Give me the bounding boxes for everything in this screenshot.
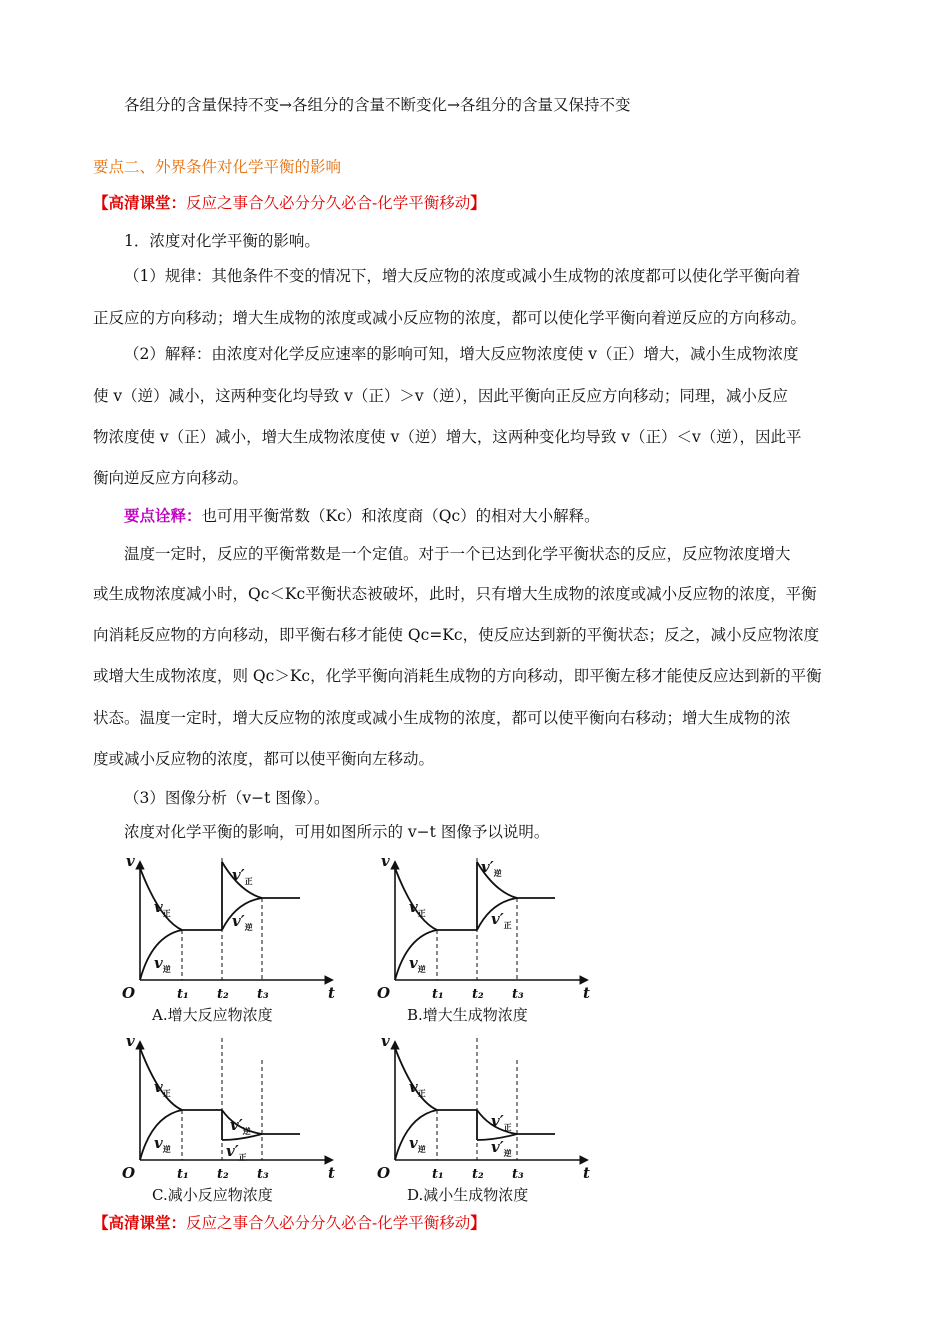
- explain-line-1: （2）解释：由浓度对化学反应速率的影响可知，增大反应物浓度使 v（正）增大，减小生成物浓度: [124, 345, 799, 363]
- rule-text-1: 其他条件不变的情况下，增大反应物的浓度或减小生成物的浓度都可以使化学平衡向着: [211, 267, 801, 285]
- label-vp-fwd: $v'_正$: [491, 910, 512, 930]
- label-v-rev: $v_逆$: [154, 1134, 171, 1154]
- caption-a: A.增大反应物浓度: [152, 1006, 273, 1024]
- label-vp-rev: $v'_逆$: [230, 1116, 251, 1136]
- rule-line-1: [124, 266, 800, 286]
- label-v-fwd: $v_正$: [409, 898, 426, 918]
- item3-desc: 浓度对化学平衡的影响，可用如图所示的 v−t 图像予以说明。: [124, 823, 550, 841]
- para-line-2: 或生成物浓度减小时，Qc＜Kc平衡状态被破坏，此时，只有增大生成物的浓度或减小反应物的浓度，平衡: [93, 585, 817, 603]
- t3-label: t₃: [512, 1167, 524, 1182]
- video-link-2-title[interactable]: 反应之事合久必分分久必合-化学平衡移动: [186, 1214, 471, 1232]
- axis-v-label: v: [381, 1032, 390, 1050]
- t2-label: t₂: [217, 1167, 229, 1182]
- origin-label: O: [122, 1164, 136, 1182]
- axis-v-label: v: [126, 852, 135, 870]
- label-vp-fwd: $v'_正$: [226, 1142, 247, 1162]
- para-line-5: 状态。温度一定时，增大反应物的浓度或减小生成物的浓度，都可以使平衡向右移动；增大生成物的浓: [93, 709, 791, 727]
- axis-t-label: t: [583, 1164, 590, 1182]
- label-v-rev: $v_逆$: [409, 1134, 426, 1154]
- origin-label: O: [122, 984, 136, 1002]
- para-line-3: 向消耗反应物的方向移动，即平衡右移才能使 Qc=Kc，使反应达到新的平衡状态；反之，减小反应物浓度: [93, 626, 820, 644]
- intro-line: 各组分的含量保持不变→各组分的含量不断变化→各组分的含量又保持不变: [124, 96, 631, 114]
- note-line: [124, 506, 600, 526]
- axis-t-label: t: [328, 984, 335, 1002]
- rule-line-2: 正反应的方向移动；增大生成物的浓度或减小反应物的浓度，都可以使化学平衡向着逆反应的方向移动。: [93, 309, 807, 327]
- label-v-fwd: $v_正$: [154, 898, 171, 918]
- t1-label: t₁: [432, 1167, 444, 1182]
- vt-graph-d: [377, 1032, 590, 1204]
- rule-label: （1）规律：: [124, 267, 212, 285]
- label-vp-fwd: $v'_正$: [491, 1112, 512, 1132]
- origin-label: O: [377, 984, 391, 1002]
- origin-label: O: [377, 1164, 391, 1182]
- label-vp-rev: $v'_逆$: [481, 858, 502, 878]
- video-link-suffix: 】: [470, 193, 486, 212]
- caption-b: B.增大生成物浓度: [407, 1006, 528, 1024]
- caption-d: D.减小生成物浓度: [407, 1186, 529, 1204]
- axis-v-label: v: [126, 1032, 135, 1050]
- video-link-2-suffix: 】: [470, 1213, 486, 1232]
- t1-label: t₁: [177, 1167, 189, 1182]
- explain-line-3: 物浓度使 v（正）减小，增大生成物浓度使 v（逆）增大，这两种变化均导致 v（正）＜v（逆），因此平: [93, 428, 802, 446]
- t3-label: t₃: [257, 987, 269, 1002]
- t2-label: t₂: [472, 1167, 484, 1182]
- t2-label: t₂: [472, 987, 484, 1002]
- item1-title: 1．浓度对化学平衡的影响。: [124, 232, 320, 250]
- label-v-fwd: $v_正$: [409, 1078, 426, 1098]
- t2-label: t₂: [217, 987, 229, 1002]
- explain-line-4: 衡向逆反应方向移动。: [93, 469, 249, 487]
- note-label: 要点诠释：: [124, 506, 202, 525]
- section-heading: 要点二、外界条件对化学平衡的影响: [93, 158, 342, 176]
- axis-v-label: v: [381, 852, 390, 870]
- vt-graph-c: [122, 1032, 335, 1204]
- t1-label: t₁: [432, 987, 444, 1002]
- axis-t-label: t: [583, 984, 590, 1002]
- caption-c: C.减小反应物浓度: [152, 1186, 273, 1204]
- video-link-2[interactable]: [93, 1213, 486, 1233]
- label-vp-fwd: $v'_正$: [232, 866, 253, 886]
- video-link-prefix: 【高清课堂：: [93, 193, 187, 212]
- label-v-rev: $v_逆$: [154, 954, 171, 974]
- axis-t-label: t: [328, 1164, 335, 1182]
- vt-graph-a: [122, 852, 335, 1024]
- para-line-6: 度或减小反应物的浓度，都可以使平衡向左移动。: [93, 750, 435, 768]
- label-vp-rev: $v'_逆$: [232, 912, 253, 932]
- note-text: 也可用平衡常数（Kc）和浓度商（Qc）的相对大小解释。: [201, 507, 600, 525]
- vt-graph-b: [377, 852, 590, 1024]
- explain-line-2: 使 v（逆）减小，这两种变化均导致 v（正）＞v（逆），因此平衡向正反应方向移动；同理，减小反应: [93, 387, 788, 405]
- video-link-2-prefix: 【高清课堂：: [93, 1213, 187, 1232]
- label-vp-rev: $v'_逆$: [491, 1138, 512, 1158]
- label-v-rev: $v_逆$: [409, 954, 426, 974]
- label-v-fwd: $v_正$: [154, 1078, 171, 1098]
- video-link[interactable]: [93, 193, 486, 213]
- item3-title: （3）图像分析（v−t 图像）。: [124, 789, 330, 807]
- para-line-1: 温度一定时，反应的平衡常数是一个定值。对于一个已达到化学平衡状态的反应，反应物浓度增大: [124, 545, 791, 563]
- video-link-title[interactable]: 反应之事合久必分分久必合-化学平衡移动: [186, 194, 471, 212]
- vt-figures: [110, 850, 630, 1220]
- para-line-4: 或增大生成物浓度，则 Qc＞Kc，化学平衡向消耗生成物的方向移动，即平衡左移才能使反应达到新的平衡: [93, 667, 822, 685]
- t1-label: t₁: [177, 987, 189, 1002]
- t3-label: t₃: [512, 987, 524, 1002]
- t3-label: t₃: [257, 1167, 269, 1182]
